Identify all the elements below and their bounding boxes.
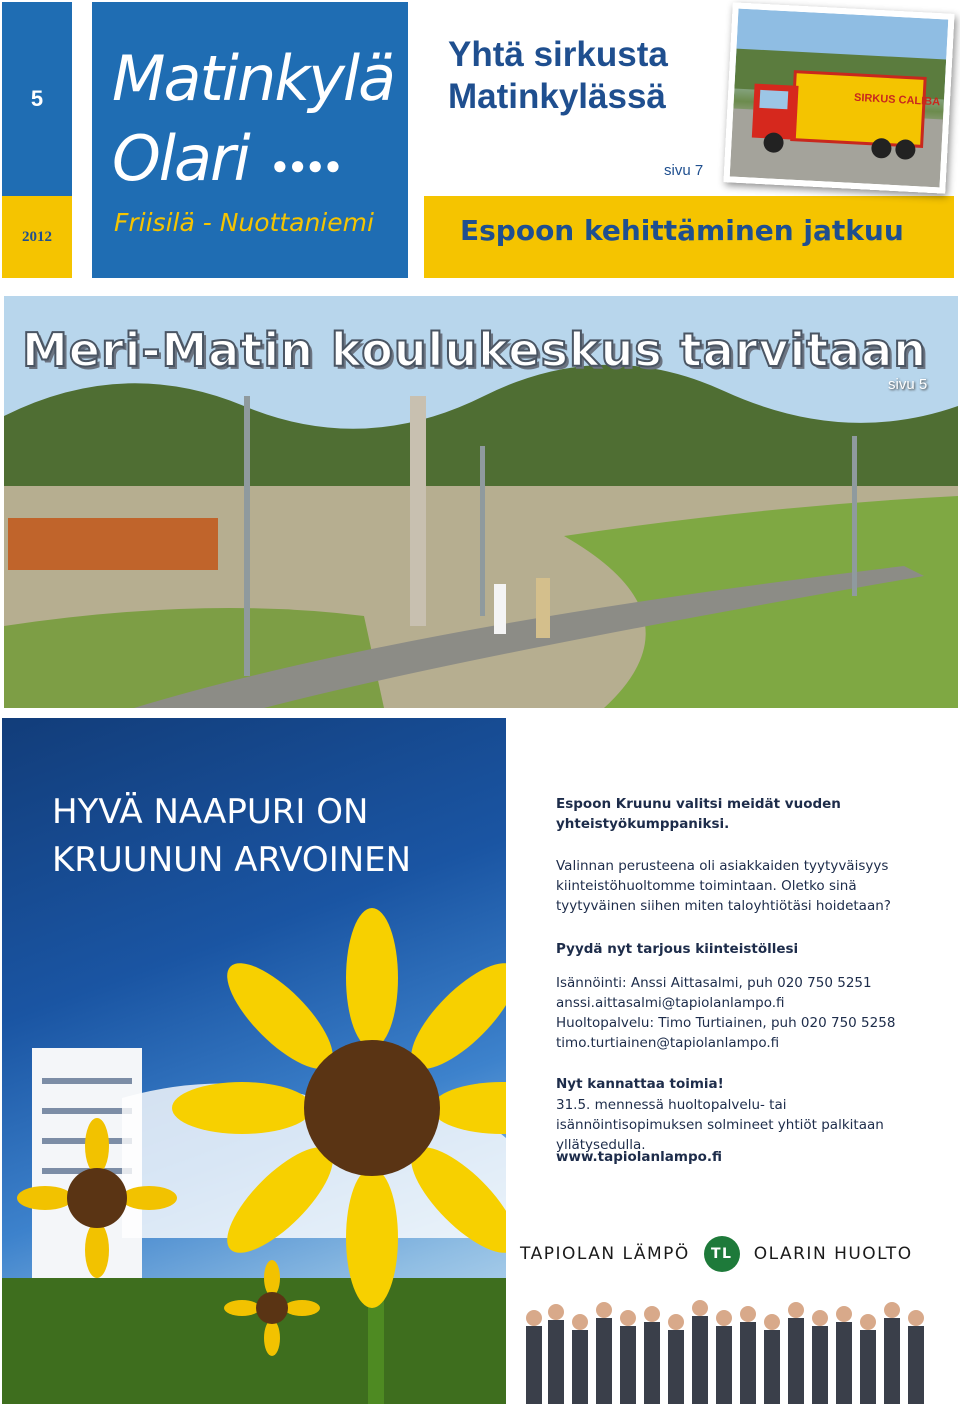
logo-dots: ●●●●: [272, 150, 343, 180]
ad-contacts: [556, 973, 916, 1053]
ad-offer-heading: Pyydä nyt tarjous kiinteistöllesi: [556, 941, 799, 957]
staff-group-illustration: [516, 1296, 940, 1404]
ad-body: Valinnan perusteena oli asiakkaiden tyytyväisyys kiinteistöhuoltomme toimintaan. Oletko sinä tyytyväinen siihen miten taloyhtiötäsi hoidetaan?: [556, 858, 891, 914]
tl-logo-icon: TL: [704, 1236, 740, 1272]
circus-teaser-title[interactable]: Yhtä sirkusta Matinkylässä: [448, 35, 668, 116]
ad-website-link[interactable]: www.tapiolanlampo.fi: [556, 1149, 723, 1165]
company-logo: [520, 1236, 940, 1272]
circus-page-ref: sivu 7: [664, 162, 704, 179]
ad-heading-line1: HYVÄ NAAPURI ON: [52, 792, 369, 832]
ad-heading-line2: KRUUNUN ARVOINEN: [52, 840, 412, 880]
staff-group-photo: [516, 1296, 940, 1404]
contact-manager: Isännöinti: Anssi Aittasalmi, puh 020 750 5251: [556, 975, 872, 991]
ad-intro: Espoon Kruunu valitsi meidät vuoden yhteistyökumppaniksi.: [556, 796, 841, 832]
contact-manager-email-link[interactable]: anssi.aittasalmi@tapiolanlampo.fi: [556, 995, 785, 1011]
ad-cta-body: 31.5. mennessä huoltopalvelu- tai isännöintisopimuksen solmineet yhtiöt palkitaan yllätysedulla.: [556, 1097, 884, 1153]
circus-truck-illustration: [730, 9, 949, 188]
contact-maintenance-email-link[interactable]: timo.turtiainen@tapiolanlampo.fi: [556, 1035, 780, 1051]
main-page-ref: sivu 5: [888, 376, 928, 393]
development-headline[interactable]: Espoon kehittäminen jatkuu: [460, 214, 904, 247]
logo-title-line2: Olari: [112, 122, 249, 195]
ad-cta-heading: Nyt kannattaa toimia!: [556, 1076, 724, 1092]
truck-sign-text: SIRKUS CALIBA: [853, 91, 941, 109]
company-name-right: OLARIN HUOLTO: [753, 1244, 913, 1264]
contact-maintenance: Huoltopalvelu: Timo Turtiainen, puh 020 750 5258: [556, 1015, 896, 1031]
logo-title-line1: Matinkylä: [112, 42, 395, 115]
circus-truck-photo: [723, 2, 954, 193]
main-headline[interactable]: Meri-Matin koulukeskus tarvitaan: [22, 323, 928, 377]
issue-number: 5: [30, 86, 44, 111]
issue-year: 2012: [2, 196, 72, 278]
ad-heading: [52, 788, 411, 884]
logo-subtitle: Friisilä - Nuottaniemi: [114, 208, 374, 237]
company-name-left: TAPIOLAN LÄMPÖ: [520, 1244, 690, 1264]
